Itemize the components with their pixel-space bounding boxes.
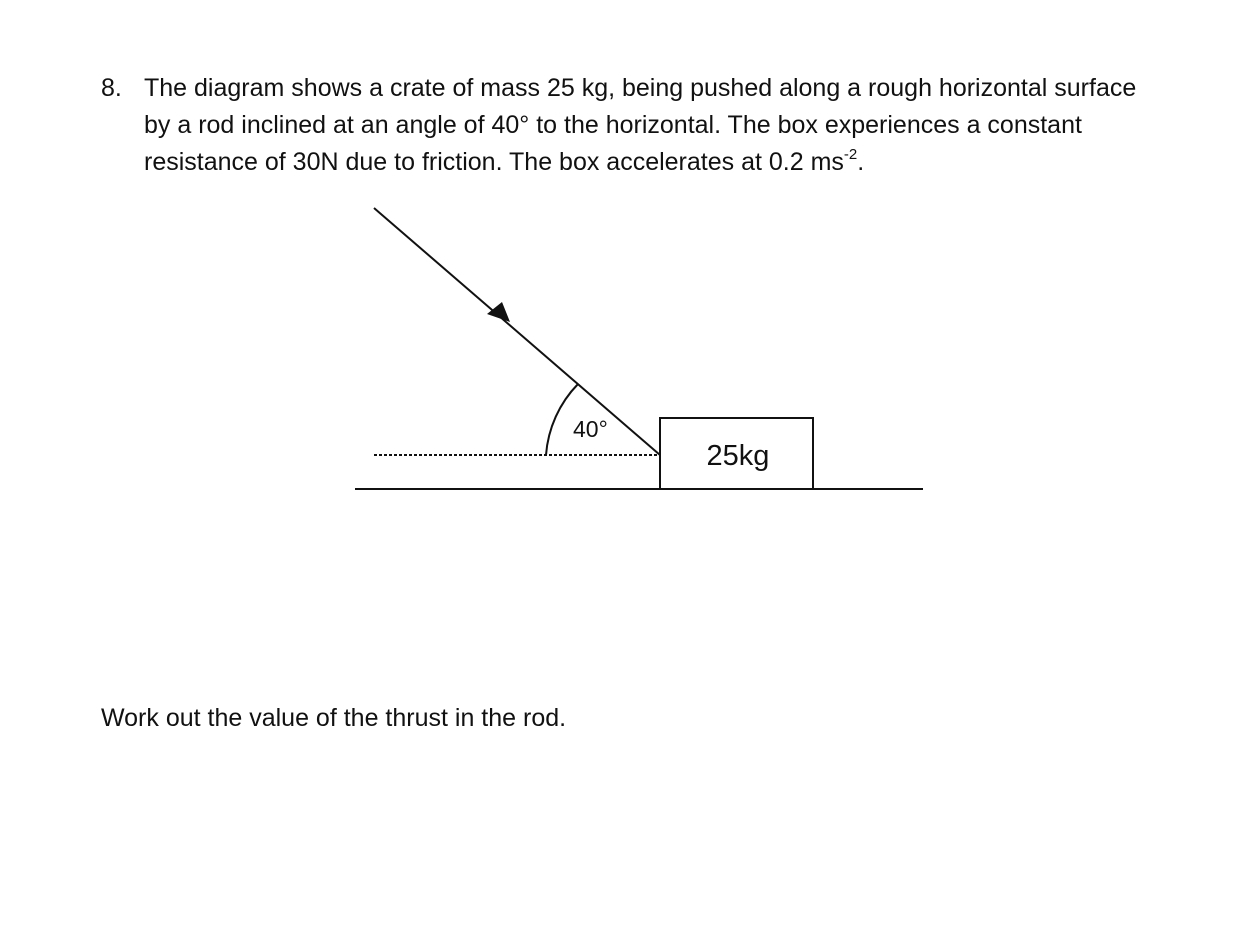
angle-label: 40°: [573, 416, 608, 442]
question-line-3-end: .: [857, 148, 865, 176]
rod-line: [374, 208, 660, 455]
question-line-3-text: resistance of 30N due to friction. The box accelerates at 0.2 ms: [144, 148, 844, 176]
question-line-2: by a rod inclined at an angle of 40° to the horizontal. The box experiences a constant: [144, 111, 1082, 139]
question-line-1: The diagram shows a crate of mass 25 kg, being pushed along a rough horizontal surface: [144, 74, 1137, 102]
task-prompt: Work out the value of the thrust in the rod.: [101, 704, 567, 732]
crate-label: 25kg: [706, 440, 770, 472]
rod-arrowhead: [487, 302, 510, 322]
acceleration-exponent: -2: [843, 146, 858, 163]
question-number: 8.: [101, 74, 122, 102]
